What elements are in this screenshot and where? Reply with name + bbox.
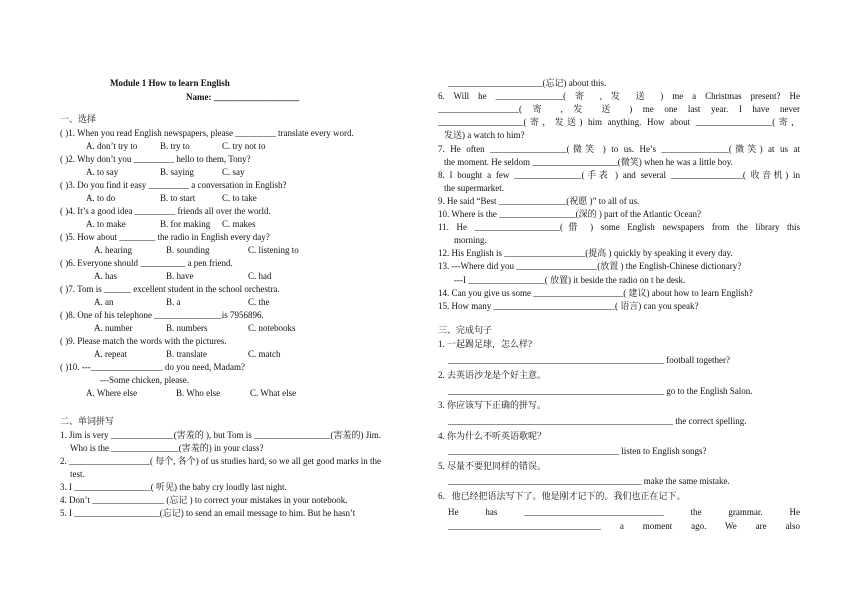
section2-right-line-16: ---I _________________( 放置) it beside the radio on t he desk.: [454, 274, 686, 285]
section2-right-line-3: __________________( 寄 , 发 送 ) me one last year. I have never: [438, 104, 800, 115]
name-field-label: Name: ___________________: [186, 92, 300, 102]
section3-line-8: ______________________________________ listen to English songs?: [448, 446, 707, 456]
section1-heading: 一、选择: [60, 114, 97, 124]
question-2-option-b: B. saying: [160, 167, 195, 177]
section2-line-1: 1. Jim is very ______________(害羞的 ), but Tom is _________________(害羞的) Jim.: [60, 430, 381, 440]
question-1-option-b: B. try to: [160, 141, 190, 151]
question-7-option-b: B. a: [166, 297, 181, 307]
question-3-option-c: C. to take: [222, 193, 257, 203]
question-3-option-b: B. to start: [160, 193, 196, 203]
question-1: ( )1. When you read English newspapers, please _________ translate every word.: [60, 128, 354, 138]
section2-right-line-6: 7. He often _________________(微笑 ) to us. He’s _______________(微笑) at us at: [438, 143, 800, 154]
section3-line-4: ________________________________________________ go to the English Salon.: [448, 386, 753, 396]
question-5-option-b: B. sounding: [166, 245, 210, 255]
section3-line-2: ________________________________________________ football together?: [448, 355, 730, 365]
question-6-option-c: C. had: [248, 271, 272, 281]
question-9-option-b: B. translate: [166, 349, 207, 359]
section3-line-10: ___________________________________________ make the same mistake.: [448, 476, 730, 486]
question-8-option-c: C. notebooks: [248, 323, 296, 333]
section2-right-line-4: ___________________(寄，发送) him anything. How about _________________(寄，: [438, 117, 800, 128]
section2-right-line-15: 13. ---Where did you __________________(放置 ) the English-Chinese dictionary?: [438, 261, 742, 272]
section3-heading: 三、完成句子: [438, 325, 493, 335]
question-9-option-c: C. match: [248, 349, 281, 359]
section2-right-line-13: morning.: [454, 235, 487, 246]
section2-line-7: 5. I ___________________(忘记) to send an email message to him. But he hasn’t: [60, 508, 356, 518]
question-7: ( )7. Tom is ______ excellent student in the school orchestra.: [60, 284, 280, 294]
question-1-option-a: A. don’t try to: [86, 141, 138, 151]
section3-line-1: 1. 一起踢足球，怎么样?: [438, 339, 532, 349]
question-7-option-a: A. an: [94, 297, 114, 307]
question-4-option-b: B. for making: [160, 219, 211, 229]
question-2: ( )2. Why don’t you _________ hello to them, Tony?: [60, 154, 251, 164]
question-9-option-a: A. repeat: [94, 349, 127, 359]
section2-line-5: 3. I _________________( 听见) the baby cry loudly last night.: [60, 482, 287, 492]
question-8-option-b: B. numbers: [166, 323, 208, 333]
section2-right-line-8: 8. I bought a few _______________(手表 ) and several ________________( 收音机) in: [438, 169, 800, 180]
section3-line-3: 2. 去英语沙龙是个好主意。: [438, 370, 547, 380]
section2-right-line-10: 9. He said “Best _______________(祝愿 )” to all of us.: [438, 195, 640, 206]
section2-line-2: Who is the _______________(害羞的) in your class?: [70, 443, 264, 453]
question-1-option-c: C. try not to: [222, 141, 266, 151]
question-8: ( )8. One of his telephone _______________is 7956896.: [60, 310, 264, 320]
section3-line-12: He has _______________________________ the grammar. He: [448, 507, 800, 517]
question-4-option-c: C. makes: [222, 219, 256, 229]
section2-right-line-2: 6. Will he _______________( 寄 , 发 送 ) me a Christmas present? He: [438, 91, 800, 102]
section2-right-line-17: 14. Can you give us some ____________________( 建议) about how to learn English?: [438, 287, 753, 298]
question-10-option-a: A. Where else: [86, 388, 138, 398]
question-2-option-c: C. say: [222, 167, 245, 177]
question-4: ( )4. It’s a good idea _________ friends all over the world.: [60, 206, 271, 216]
section3-line-5: 3. 你应该写下正确的拼写。: [438, 400, 547, 410]
question-5-option-c: C. listening to: [248, 245, 299, 255]
page-title: Module 1 How to learn English: [110, 78, 230, 88]
question-5-option-a: A. hearing: [94, 245, 132, 255]
section2-right-line-9: the supermarket.: [444, 182, 504, 193]
section3-line-6: __________________________________________________ the correct spelling.: [448, 416, 747, 426]
section3-line-11: 6．他已经把语法写下了。他是刚才记下的。我们也正在记下。: [438, 491, 686, 501]
section2-line-6: 4. Don’t ________________ (忘记 ) to correct your mistakes in your notebook.: [60, 495, 348, 505]
section2-right-line-11: 10. Where is the _________________(深的 ) part of the Atlantic Ocean?: [438, 209, 702, 219]
question-3: ( )3. Do you find it easy _________ a conversation in English?: [60, 180, 287, 190]
section2-right-line-5: 发送) a watch to him?: [444, 130, 525, 141]
question-3-option-a: A. to do: [86, 193, 116, 203]
section2-heading: 二、单词拼写: [60, 416, 115, 426]
question-6-option-a: A. has: [94, 271, 117, 281]
question-9: ( )9. Please match the words with the pictures.: [60, 336, 227, 346]
question-10-option-b: B. Who else: [176, 388, 221, 398]
question-6: ( )6. Everyone should __________ a pen friend.: [60, 258, 233, 268]
section2-line-3: 2. __________________( 每个, 各个) of us studies hard, so we all get good marks in the: [60, 456, 381, 466]
question-6-option-b: B. have: [166, 271, 194, 281]
section2-right-line-7: the moment. He seldom ___________________(微笑) when he was a little boy.: [444, 156, 733, 167]
question-4-option-a: A. to make: [86, 219, 126, 229]
question-10-reply: ---Some chicken, please.: [100, 375, 189, 385]
section2-right-line-18: 15. How many ___________________________( 语言) can you speak?: [438, 300, 699, 311]
question-10: ( )10. ---________________ do you need, Madam?: [60, 362, 245, 372]
question-8-option-a: A. number: [94, 323, 133, 333]
section2-right-line-1: _____________________(忘记) about this.: [448, 78, 607, 88]
section3-line-9: 5. 尽量不要犯同样的错误。: [438, 461, 547, 471]
question-10-option-c: C. What else: [250, 388, 297, 398]
question-2-option-a: A. to say: [86, 167, 119, 177]
question-7-option-c: C. the: [248, 297, 270, 307]
section3-line-7: 4. 你为什么不听英语歌呢？: [438, 431, 547, 441]
section2-line-4: test.: [70, 469, 85, 479]
question-5: ( )5. How about ________ the radio in English every day?: [60, 232, 270, 242]
section2-right-line-14: 12. His English is __________________(提高 ) quickly by speaking it every day.: [438, 248, 733, 259]
section3-line-13: __________________________________ a moment ago. We are also: [448, 521, 800, 531]
section2-right-line-12: 11. He ___________________(借 ) some English newspapers from the library this: [438, 222, 800, 233]
